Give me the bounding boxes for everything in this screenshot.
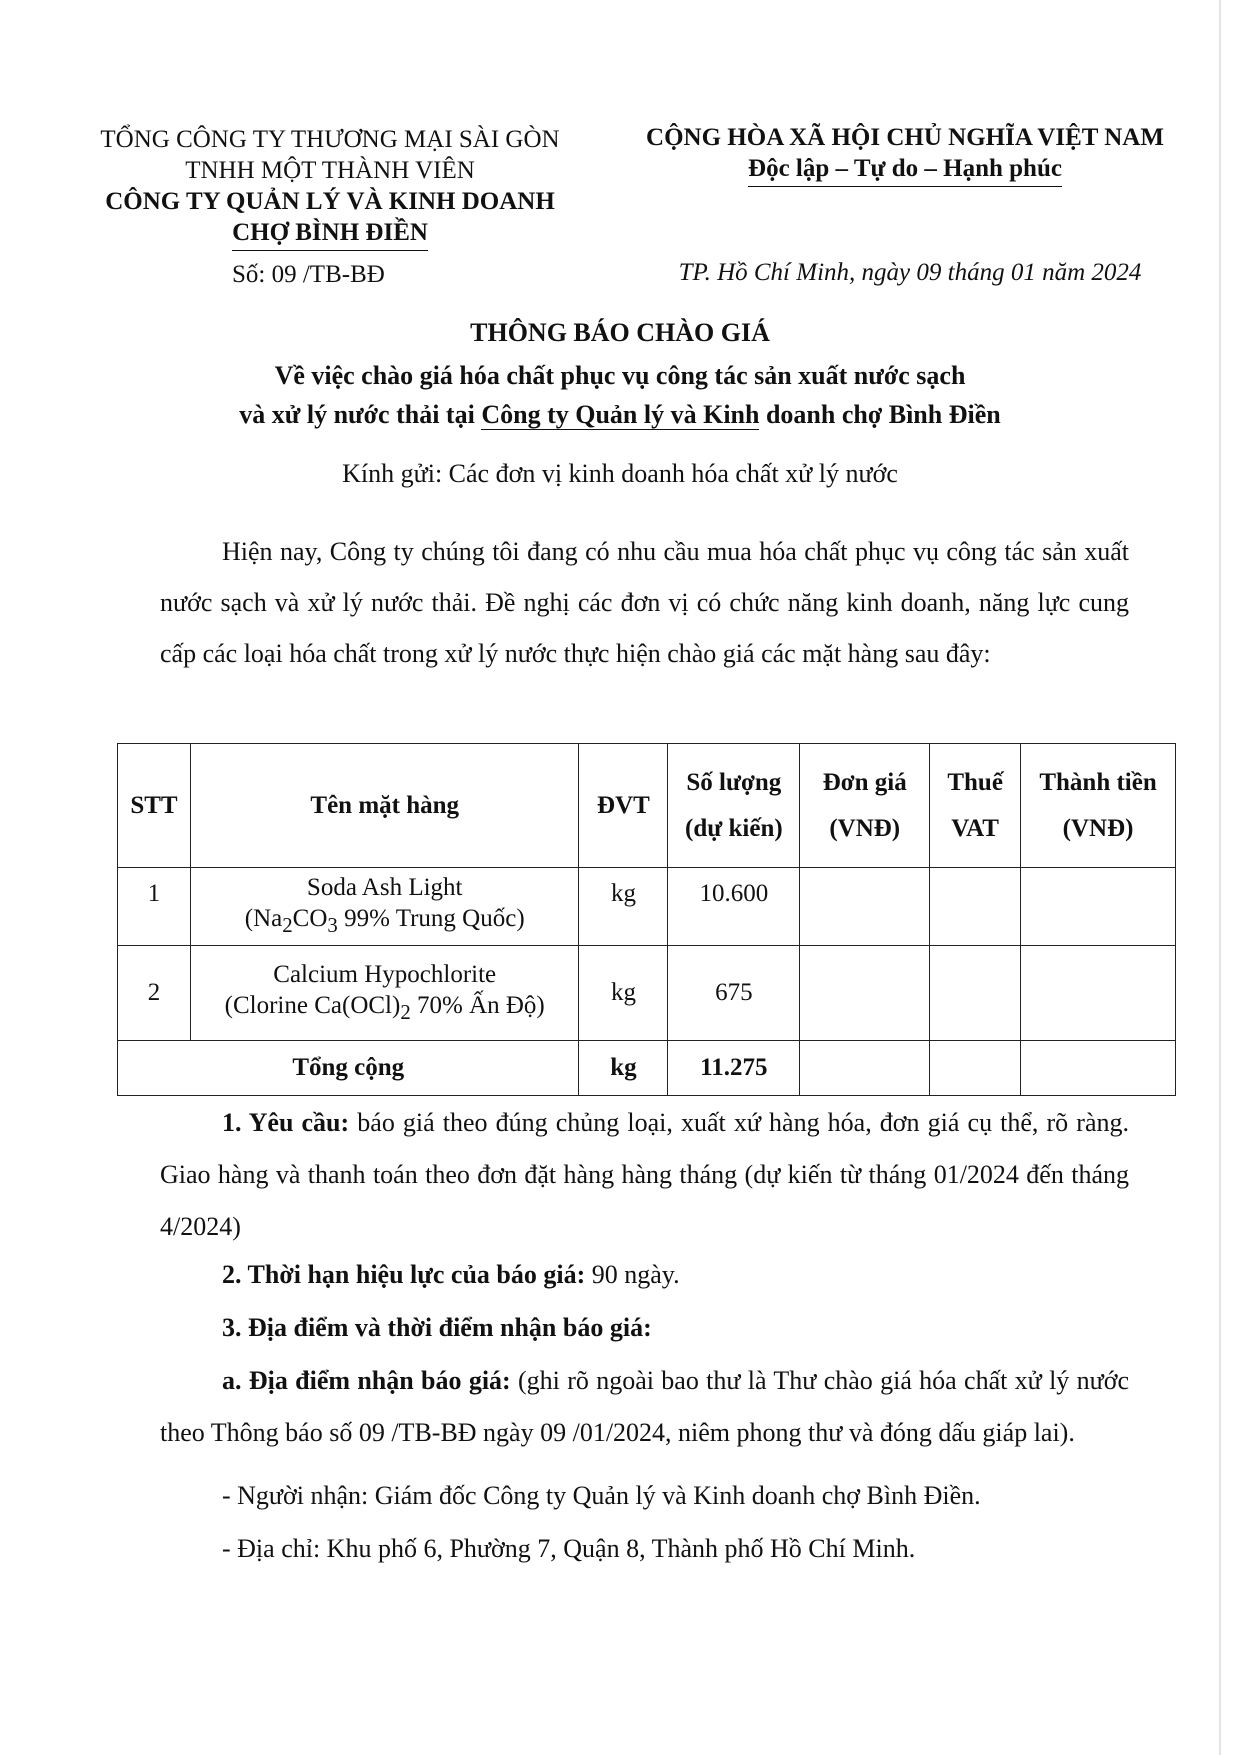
row-price <box>800 868 930 946</box>
issuer-name-line1: CÔNG TY QUẢN LÝ VÀ KINH DOANH <box>105 188 555 215</box>
row-item-name: Soda Ash Light ($Na_2CO_3$ 99% Trung Quốc) <box>190 868 579 946</box>
row-vat <box>930 946 1021 1041</box>
row-total <box>1021 868 1176 946</box>
row-stt: 2 <box>118 946 191 1041</box>
row-qty: 675 <box>668 946 800 1041</box>
header-stt: STT <box>118 744 191 868</box>
row-item-name: Calcium Hypochlorite (Clorine $Ca(OCl)_2$ 70% Ấn Độ) <box>190 946 579 1041</box>
document-title: THÔNG BÁO CHÀO GIÁ <box>470 318 770 347</box>
national-title: CỘNG HÒA XÃ HỘI CHỦ NGHĨA VIỆT NAM <box>646 124 1164 151</box>
subtitle-line1: Về việc chào giá hóa chất phục vụ công tác sản xuất nước sạch <box>274 361 966 390</box>
header-vat: Thuế VAT <box>930 744 1021 868</box>
total-price <box>800 1041 930 1096</box>
row-qty: 10.600 <box>668 868 800 946</box>
issuer-parent-line2: TNHH MỘT THÀNH VIÊN <box>185 157 475 184</box>
total-amount <box>1021 1041 1176 1096</box>
receiver-line: - Người nhận: Giám đốc Công ty Quản lý và Kinh doanh chợ Bình Điền. <box>222 1481 981 1510</box>
document-date: TP. Hồ Chí Minh, ngày 09 tháng 01 năm 2024 <box>678 259 1142 286</box>
table-row <box>118 946 1176 1041</box>
items-table <box>117 743 1176 1096</box>
national-motto: Độc lập – Tự do – Hạnh phúc <box>748 153 1062 187</box>
document-subtitle <box>0 356 1240 434</box>
table-header-row <box>118 744 1176 868</box>
header-name: Tên mặt hàng <box>190 744 579 868</box>
row-unit: kg <box>579 868 668 946</box>
document-number: Số: 09 /TB-BĐ <box>232 261 385 288</box>
row-unit: kg <box>579 946 668 1041</box>
row-total <box>1021 946 1176 1041</box>
row-stt: 1 <box>118 868 191 946</box>
header-qty: Số lượng (dự kiến) <box>668 744 800 868</box>
total-unit: kg <box>579 1041 668 1096</box>
section-validity: 2. Thời hạn hiệu lực của báo giá: 90 ngày. <box>222 1260 680 1289</box>
section-location: a. Địa điểm nhận báo giá: (ghi rõ ngoài bao thư là Thư chào giá hóa chất xử lý nước theo Thông báo số 09 /TB-BĐ ngày 09 /01/2024, niêm phong thư và đóng dấu giáp lai). <box>160 1366 1129 1447</box>
total-vat <box>930 1041 1021 1096</box>
header-total: Thành tiền (VNĐ) <box>1021 744 1176 868</box>
address-line: - Địa chỉ: Khu phố 6, Phường 7, Quận 8, Thành phố Hồ Chí Minh. <box>222 1534 916 1563</box>
total-label: Tổng cộng <box>118 1041 579 1096</box>
header-price: Đơn giá (VNĐ) <box>800 744 930 868</box>
section-location-time: 3. Địa điểm và thời điểm nhận báo giá: <box>222 1313 652 1342</box>
header-unit: ĐVT <box>579 744 668 868</box>
issuer-parent-line1: TỔNG CÔNG TY THƯƠNG MẠI SÀI GÒN <box>100 126 560 153</box>
table-row <box>118 868 1176 946</box>
subtitle-line2: và xử lý nước thải tại Công ty Quản lý và Kinh doanh chợ Bình Điền <box>239 400 1001 429</box>
scan-edge-line <box>1219 0 1221 1755</box>
total-qty: 11.275 <box>668 1041 800 1096</box>
row-price <box>800 946 930 1041</box>
issuer-header <box>80 124 580 251</box>
recipient-line: Kính gửi: Các đơn vị kinh doanh hóa chất xử lý nước <box>342 459 898 488</box>
table-total-row <box>118 1041 1176 1096</box>
section-requirements: 1. Yêu cầu: báo giá theo đúng chủng loại, xuất xứ hàng hóa, đơn giá cụ thể, rõ ràng. Giao hàng và thanh toán theo đơn đặt hàng hàng tháng (dự kiến từ tháng 01/2024 đến tháng 4/2024) <box>160 1108 1129 1241</box>
intro-paragraph: Hiện nay, Công ty chúng tôi đang có nhu cầu mua hóa chất phục vụ công tác sản xuất nước sạch và xử lý nước thải. Đề nghị các đơn vị có chức năng kinh doanh, năng lực cung cấp các loại hóa chất trong xử lý nước thực hiện chào giá các mặt hàng sau đây: <box>160 537 1129 668</box>
row-vat <box>930 868 1021 946</box>
issuer-name-line2: CHỢ BÌNH ĐIỀN <box>232 217 428 251</box>
national-header <box>630 122 1180 187</box>
